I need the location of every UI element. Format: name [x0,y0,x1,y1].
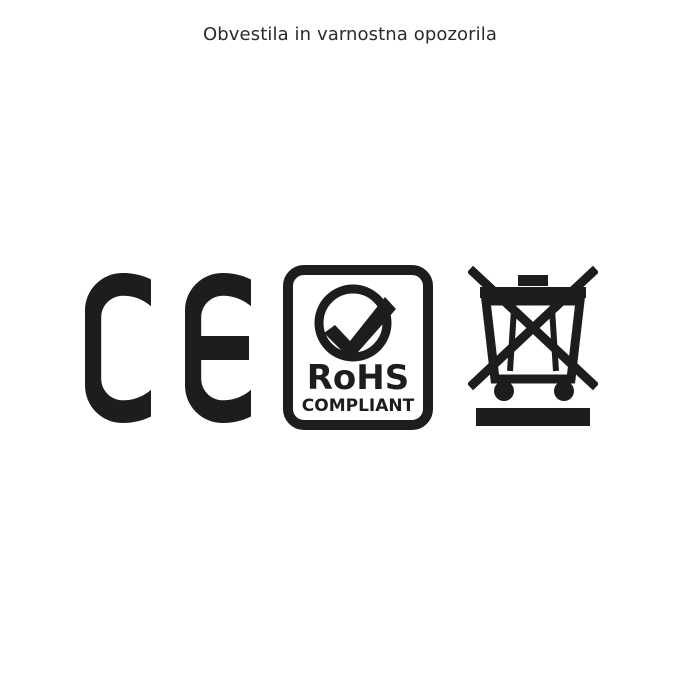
weee-symbol [445,255,620,440]
rohs-compliant-icon [283,265,433,430]
rohs-symbol [270,255,445,440]
rohs-text-line1: RoHS [306,358,409,398]
ce-marking-icon [85,273,265,423]
ce-marking-symbol [80,255,270,440]
page-title: Obvestila in varnostna opozorila [203,24,497,45]
compliance-symbol-row [0,255,700,440]
rohs-text-line2: COMPLIANT [301,396,414,416]
crossed-out-wheelie-bin-icon [468,265,598,430]
